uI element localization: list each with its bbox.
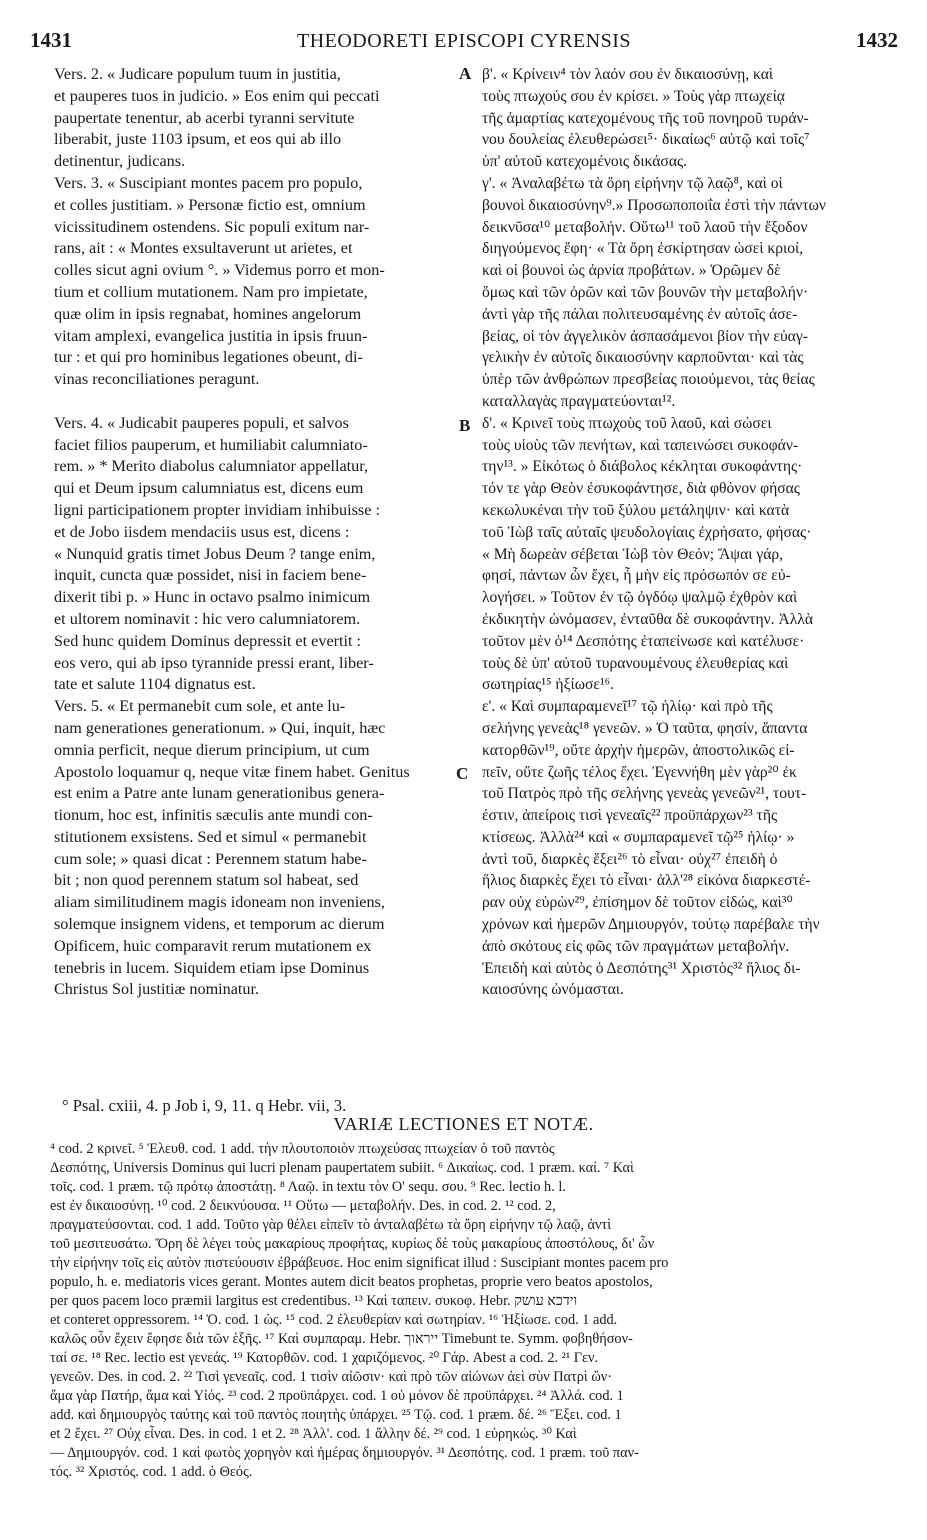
page-number-right: 1432 <box>856 28 898 52</box>
greek-text-line: β'. « Κρίνειν⁴ τὸν λαόν σου ἐν δικαιοσύνῃ, καὶ <box>482 66 774 83</box>
note-line: τοῦ μεσιτευσάτω. Ὄρη δὲ λέγει τοὺς μακαρίους προφήτας, κυρίως δὲ τοὺς μακαρίους ἀποστόλους, δι' ὧν <box>50 1236 655 1252</box>
greek-text-line: σωτηρίας¹⁵ ἠξίωσε¹⁶. <box>482 676 614 694</box>
latin-text-line: Vers. 4. « Judicabit pauperes populi, et salvos <box>54 413 349 432</box>
greek-text-line: νου δουλείας ἐλευθερώσει⁵· δικαίως⁶ αὐτῷ καὶ τοῖς⁷ <box>482 131 810 149</box>
latin-text-line: Vers. 3. « Suscipiant montes pacem pro populo, <box>54 173 363 192</box>
greek-text-line: τοῦτον μὲν ὁ¹⁴ Δεσπότης ἐταπείνωσε καὶ κατέλυσε· <box>482 632 805 650</box>
latin-text-line: tenebris in lucem. Siquidem etiam ipse Dominus <box>54 958 370 977</box>
latin-text-line: liberabit, juste 1103 ipsum, et eos qui ab illo <box>54 130 342 149</box>
note-line: populo, h. e. mediatoris vices gerant. Montes autem dicit beatos prophetas, proprie vero beatos apostolos, <box>50 1274 653 1290</box>
greek-text-line: ἀντὶ τοῦ, διαρκὲς ἕξει²⁶ τὸ εἶναι· οὐχ²⁷ ἐπειδὴ ὁ <box>482 850 778 868</box>
latin-text-line: Christus Sol justitiæ nominatur. <box>54 980 260 999</box>
greek-text-line: βείας, οἱ τὸν ἀγγελικὸν ἀσπασάμενοι βίον τὴν εὐαγ- <box>482 327 808 345</box>
greek-text-line: γ'. « Ἀναλαβέτω τὰ ὄρη εἰρήνην τῷ λαῷ⁸, καὶ οἱ <box>482 174 783 192</box>
page-number-left: 1431 <box>30 28 72 52</box>
greek-text-line: ἐκδικητὴν ὠνόμασεν, ἐνταῦθα δὲ συκοφάντην. Ἀλλὰ <box>482 610 814 628</box>
latin-text-line: omnia perficit, neque dierum principium, ut cum <box>54 740 370 759</box>
greek-text-line: την¹³. » Εἰκότως ὁ διάβολος κέκληται συκοφάντης· <box>482 458 803 476</box>
latin-text-line: stitutionem exsistens. Sed et simul « permanebit <box>54 827 367 846</box>
latin-text-line: dixerit tibi p. » Hunc in octavo psalmo inimicum <box>54 588 371 607</box>
note-line: ἅμα γὰρ Πατήρ, ἅμα καὶ Υἱός. ²³ cod. 2 προϋπάρχει. cod. 1 οὐ μόνον δὲ προϋπάρχει. ²⁴ Ἀλλά. cod. 1 <box>50 1388 624 1404</box>
latin-text-line: et ultorem nominavit : hic vero calumniatorem. <box>54 609 361 628</box>
latin-text-line: et colles justitiam. » Personæ fictio est, omnium <box>54 195 366 214</box>
greek-text-line: διηγούμενος ἔφη· « Τὰ ὄρη ἐσκίρτησαν ὡσεὶ κριοί, <box>482 240 804 258</box>
note-line: et 2 ἔχει. ²⁷ Οὐχ εἶναι. Des. in cod. 1 et 2. ²⁸ Ἀλλ'. cod. 1 ἄλλην δέ. ²⁹ cod. 1 εὑρηκώς. ³⁰ Καὶ <box>50 1426 577 1442</box>
notes-heading: VARIÆ LECTIONES ET NOTÆ. <box>333 1114 594 1134</box>
latin-text-line: Vers. 2. « Judicare populum tuum in justitia, <box>54 65 341 83</box>
greek-text-line: πεῖν, οὔτε ζωῆς τέλος ἔχει. Ἐγεννήθη μὲν γὰρ²⁰ ἐκ <box>482 763 797 781</box>
latin-text-line: vicissitudinem ostendens. Sic populi exitum nar- <box>54 217 370 236</box>
latin-text-line: eos vero, qui ab ipso tyrannide pressi erant, liber- <box>54 653 374 672</box>
latin-text-line: Sed hunc quidem Dominus depressit et evertit : <box>54 631 362 650</box>
latin-text-line: vinas reconciliationes peragunt. <box>54 370 260 389</box>
note-line: — Δημιουργόν. cod. 1 καὶ φωτὸς χορηγὸν καὶ ἡμέρας δημιουργόν. ³¹ Δεσπότης. cod. 1 præm. τοῦ παν- <box>50 1445 639 1461</box>
greek-text-line: λογήσει. » Τοῦτον ἐν τῷ ὀγδόῳ ψαλμῷ ἐχθρὸν καὶ <box>482 589 798 607</box>
greek-text-line: τοὺς δὲ ὑπ' αὐτοῦ τυρανουμένους ἐλευθερίας καὶ <box>482 654 789 672</box>
latin-column <box>54 64 454 1001</box>
note-line: et conteret oppressorem. ¹⁴ Ὁ. cod. 1 ὡς. ¹⁵ cod. 2 ἐλευθερίαν καὶ σωτηρίαν. ¹⁶ Ἠξίωσε. cod. 1 add. <box>50 1312 618 1328</box>
scripture-references: ° Psal. cxiii, 4. p Job i, 9, 11. q Hebr. vii, 3. <box>62 1096 347 1115</box>
greek-text-line: τοὺς πτωχούς σου ἐν κρίσει. » Τοὺς γὰρ πτωχείᾳ <box>482 87 785 105</box>
latin-text-line: ligni participationem propter invidiam inhibuisse : <box>54 500 380 519</box>
latin-text-line: solemque insignem videns, et temporum ac dierum <box>54 915 385 934</box>
greek-text-line: φησί, πάντων ὧν ἔχει, ἦ μὴν εἰς πρόσωπόν σε εὐ- <box>482 567 791 585</box>
latin-text-line: quæ olim in ipsis regnabat, homines angelorum <box>54 304 362 323</box>
latin-text-line: rem. » * Merito diabolus calumniator appellatur, <box>54 457 369 476</box>
latin-text-line: et pauperes tuos in judicio. » Eos enim qui peccati <box>54 86 380 105</box>
latin-text-line: cum sole; » quasi dicat : Perennem statum habe- <box>54 849 367 868</box>
greek-text-line: τοῦ Πατρὸς πρὸ τῆς σελήνης γενεὰς γενεῶν²¹, τουτ- <box>482 785 807 803</box>
latin-text-line: aliam similitudinem magis idoneam non inveniens, <box>54 893 385 912</box>
note-line: τός. ³² Χριστός. cod. 1 add. ὁ Θεός. <box>50 1464 253 1480</box>
greek-text-line: χρόνων καὶ ἡμερῶν Δημιουργόν, τούτῳ παρέβαλε τὴν <box>482 916 820 934</box>
greek-text-line: καιοσύνης ὠνόμασται. <box>482 981 624 999</box>
greek-text-line: ὑπ' αὐτοῦ κατεχομένοις δικάσας. <box>482 153 688 171</box>
greek-text-line: καὶ οἱ βουνοὶ ὡς ἀρνία προβάτων. » Ὁρῶμεν δὲ <box>482 262 781 280</box>
greek-text-line: σελήνης γενεὰς¹⁸ γενεῶν. » Ὁ ταῦτα, φησίν, ἅπαντα <box>482 719 808 737</box>
greek-text-line: ἀντὶ γὰρ τῆς πάλαι πολιτευσαμένης ἐν αὐτοῖς ἀσε- <box>482 305 798 323</box>
greek-text-line: κατορθῶν¹⁹, οὔτε ἀρχὴν ἡμερῶν, ἀποστολικῶς εἰ- <box>482 741 795 759</box>
running-title: THEODORETI EPISCOPI CYRENSIS <box>296 30 632 52</box>
note-line: γενεῶν. Des. in cod. 2. ²² Τισὶ γενεαῖς. cod. 1 τισὶν αἰῶσιν· καὶ πρὸ τῶν αἰώνων ἀεὶ σὺν Πατρὶ ὤν· <box>50 1369 612 1385</box>
latin-text-line: qui et Deum ipsum calumniatus est, dicens eum <box>54 479 364 498</box>
note-line: τοῖς. cod. 1 præm. τῷ πρότῳ ἀποστάτῃ. ⁸ Λαῷ. in textu τὸν Ο' sequ. σου. ⁹ Rec. lectio h. l. <box>50 1179 566 1195</box>
latin-text-line: colles sicut agni ovium °. » Videmus porro et mon- <box>54 261 385 280</box>
latin-text-line: rans, ait : « Montes exsultaverunt ut arietes, et <box>54 239 353 258</box>
greek-column <box>482 64 902 1001</box>
greek-text-line: ὅμως καὶ τῶν ὀρῶν καὶ τῶν βουνῶν τὴν μεταβολήν· <box>482 283 809 301</box>
latin-text-line: paupertate tenentur, ab acerbi tyranni servitute <box>54 108 355 127</box>
latin-text-line: nam generationes generationum. » Qui, inquit, hæc <box>54 718 386 737</box>
greek-text-line: ὑπὲρ τῶν ἀνθρώπων πρεσβείας ποιούμενοι, τὰς θείας <box>482 371 815 389</box>
greek-text-line: βουνοὶ δικαιοσύνην⁹.» Προσωποποιΐα ἐστὶ τὴν πάντων <box>482 196 826 214</box>
note-line: Δεσπότης, Universis Dominus qui lucri plenam paupertatem subiit. ⁶ Δικαίως. cod. 1 præm. καί. ⁷ Καὶ <box>50 1160 634 1176</box>
note-line: ταί σε. ¹⁸ Rec. lectio est γενεάς. ¹⁹ Κατορθῶν. cod. 1 χαριζόμενος. ²⁰ Γάρ. Abest a cod. 2. ²¹ Γεν. <box>50 1350 599 1366</box>
column-marker-b: B <box>459 416 471 435</box>
greek-text-line: κτίσεως. Ἀλλὰ²⁴ καὶ « συμπαραμενεῖ τῷ²⁵ ἡλίῳ· » <box>482 828 795 846</box>
latin-text-line: tium et collium mutationem. Nam pro impietate, <box>54 282 368 301</box>
latin-text-line: vitam amplexi, evangelica justitia in ipsis fruun- <box>54 326 368 345</box>
latin-text-line: est enim a Patre ante lunam generationibus genera- <box>54 784 385 803</box>
greek-text-line: ἥλιος διαρκὲς ἔχει τὸ εἶναι· ἀλλ'²⁸ εἰκόνα διαρκεστέ- <box>482 872 811 890</box>
latin-text-line: inquit, cuncta quæ possidet, nisi in faciem bene- <box>54 566 367 585</box>
greek-text-line: τοὺς υἱοὺς τῶν πενήτων, καὶ ταπεινώσει συκοφάν- <box>482 436 799 454</box>
greek-text-line: κεκωλυκέναι τὴν τοῦ ξύλου μετάληψιν· καὶ κατὰ <box>482 501 790 519</box>
latin-text-line: et de Jobo iisdem mendaciis usus est, dicens : <box>54 522 350 541</box>
greek-text-line: δ'. « Κρινεῖ τοὺς πτωχοὺς τοῦ λαοῦ, καὶ σώσει <box>482 414 772 432</box>
greek-text-line: τόν τε γὰρ Θεὸν ἐσυκοφάντησε, διὰ φθόνον φήσας <box>482 480 800 498</box>
note-line: per quos pacem loco præmii largitus est credentibus. ¹³ Καὶ ταπειν. συκοφ. Hebr. וידכא עושק <box>50 1293 578 1309</box>
latin-text-line: tionum, hoc est, infinitis sæculis ante mundi con- <box>54 806 373 825</box>
greek-text-line: δεικνῦσα¹⁰ μεταβολήν. Οὕτω¹¹ τοῦ λαοῦ τὴν ἔξοδον <box>482 218 808 236</box>
greek-text-line: ἀπὸ σκότους εἰς φῶς τῶν πραγμάτων μεταβολήν. <box>482 937 790 955</box>
greek-text-line: γελικὴν ἐν αὐτοῖς δικαιοσύνην καρποῦνται· καὶ τὰς <box>482 349 804 367</box>
latin-text-line: Apostolo loquamur q, neque vitæ finem habet. Genitus <box>54 762 410 781</box>
latin-text-line: Vers. 5. « Et permanebit cum sole, et ante lu- <box>54 697 346 716</box>
greek-text-line: τοῦ Ἰὼβ ταῖς αὐταῖς ψευδολογίαις ἐχρήσατο, φήσας· <box>482 523 812 541</box>
greek-text-line: τῆς ἁμαρτίας κατεχομένους τῆς τοῦ πονηροῦ τυράν- <box>482 109 809 127</box>
latin-text-line: faciet filios pauperum, et humiliabit calumniato- <box>54 435 368 454</box>
column-marker-c: C <box>456 764 469 783</box>
note-line: καλῶς οὖν ἔχειν ἔφησε διὰ τῶν ἑξῆς. ¹⁷ Καὶ συμπαραμ. Hebr. ייראוך Timebunt te. Symm. φοβηθήσον- <box>50 1331 633 1347</box>
greek-text-line: ε'. « Καὶ συμπαραμενεῖ¹⁷ τῷ ἡλίῳ· καὶ πρὸ τῆς <box>482 698 773 716</box>
latin-text-line: tur : et qui pro hominibus legationes obeunt, di- <box>54 348 363 367</box>
greek-text-line: έστιν, ἀπείροις τισὶ γενεαῖς²² προϋπάρχων²³ τῆς <box>482 807 778 825</box>
greek-text-line: καταλλαγὰς πραγματεύονται¹². <box>482 392 676 410</box>
note-line: est ἐν δικαιοσύνῃ. ¹⁰ cod. 2 δεικνύουσα. ¹¹ Οὕτω — μεταβολήν. Des. in cod. 2. ¹² cod. 2, <box>50 1198 556 1214</box>
column-marker-a: A <box>459 64 472 83</box>
note-line: add. καὶ δημιουργὸς ταύτης καὶ τοῦ παντὸς ποιητὴς ὑπάρχει. ²⁵ Τῷ. cod. 1 præm. δέ. ²⁶ Ἕξει. cod. 1 <box>50 1407 622 1423</box>
latin-text-line <box>54 391 454 413</box>
note-line: ⁴ cod. 2 κρινεῖ. ⁵ Ἐλευθ. cod. 1 add. τὴν πλουτοποιὸν πτωχεύσας πτωχείαν ὁ τοῦ παντὸς <box>50 1141 555 1157</box>
greek-text-line: Ἐπειδὴ καὶ αὐτὸς ὁ Δεσπότης³¹ Χριστὸς³² ἥλιος δι- <box>482 959 801 977</box>
greek-text-line: « Μὴ δωρεὰν σέβεται Ἰὼβ τὸν Θεόν; Ἅψαι γάρ, <box>482 545 784 563</box>
latin-text-line: detinentur, judicans. <box>54 152 186 171</box>
variant-readings-notes <box>50 1140 898 1482</box>
latin-text-line: Opificem, huic comparavit rerum mutationem ex <box>54 936 372 955</box>
latin-text-line: bit ; non quod perennem statum sol habeat, sed <box>54 871 359 890</box>
page-header <box>30 28 898 56</box>
note-line: τὴν εἰρήνην τοῖς εἰς αὐτὸν πιστεύουσιν ἐβράβευσε. Hoc enim significat illud : Suscipiant montes pacem pro <box>50 1255 669 1271</box>
note-line: πραγματεύσονται. cod. 1 add. Τοῦτο γὰρ θέλει εἰπεῖν τὸ ἀνταλαβέτω τὰ ὄρη εἰρήνην τῷ λαῷ, ἀντὶ <box>50 1217 612 1233</box>
latin-text-line: tate et salute 1104 dignatus est. <box>54 675 256 694</box>
latin-text-line: « Nunquid gratis timet Jobus Deum ? tange enim, <box>54 544 376 563</box>
greek-text-line: ραν οὐχ εὑρὼν²⁹, ἐπίσημον δὲ τοῦτον εἰδώς, καὶ³⁰ <box>482 894 793 912</box>
